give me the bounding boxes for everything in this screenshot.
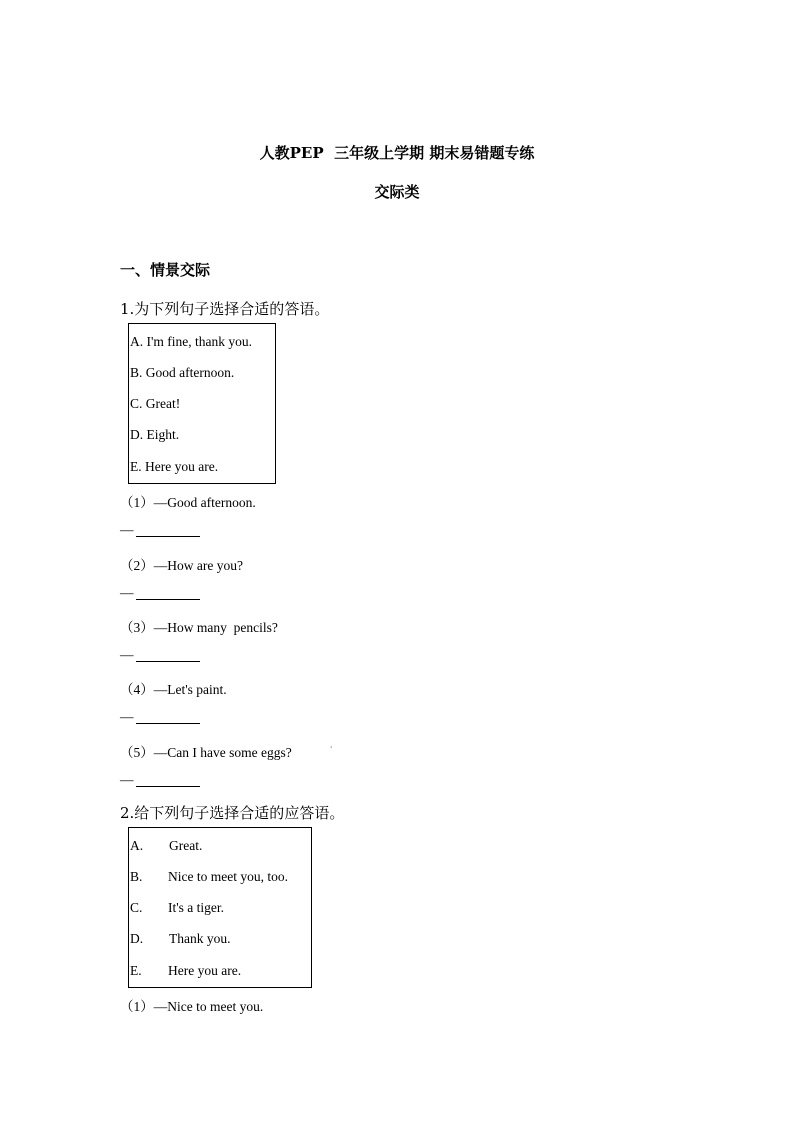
q1-option-c: C. Great!	[130, 396, 181, 411]
q2-option-e	[130, 963, 241, 979]
section-heading: 一、情景交际	[120, 261, 211, 279]
option-text: Here you are.	[168, 963, 242, 978]
q1-answer-1[interactable]	[120, 522, 134, 538]
option-letter: C.	[130, 900, 143, 915]
question-2-heading: 2.给下列句子选择合适的应答语。	[120, 804, 345, 822]
answer-dash: —	[120, 709, 134, 724]
q1-option-e: E. Here you are.	[130, 459, 219, 474]
answer-blank	[136, 786, 200, 787]
page-subtitle: 交际类	[374, 183, 420, 201]
q2-option-d	[130, 931, 231, 947]
question-1-options-box	[128, 323, 276, 484]
option-letter: E.	[130, 963, 142, 978]
option-letter: D.	[130, 931, 144, 946]
q1-option-d: D. Eight.	[130, 427, 180, 442]
option-letter: A.	[130, 838, 144, 853]
answer-blank	[136, 723, 200, 724]
answer-blank	[136, 599, 200, 600]
q1-item-2: （2）—How are you?	[120, 558, 243, 573]
q2-item-1: （1）—Nice to meet you.	[120, 999, 264, 1014]
q1-answer-4[interactable]	[120, 709, 134, 725]
q1-answer-3[interactable]	[120, 647, 134, 663]
option-text: Nice to meet you, too.	[168, 869, 288, 884]
q1-item-3: （3）—How many pencils?	[120, 620, 278, 635]
question-1-heading: 1.为下列句子选择合适的答语。	[120, 300, 330, 318]
q2-option-b	[130, 869, 288, 885]
q1-option-b: B. Good afternoon.	[130, 365, 235, 380]
option-text: Thank you.	[169, 931, 231, 946]
stray-mark: '	[330, 745, 333, 754]
q1-item-5: （5）—Can I have some eggs?	[120, 745, 292, 760]
q1-answer-5[interactable]	[120, 772, 134, 788]
q2-option-a	[130, 838, 202, 854]
answer-blank	[136, 661, 200, 662]
q1-option-a: A. I'm fine, thank you.	[130, 334, 253, 349]
q1-item-4: （4）—Let's paint.	[120, 682, 227, 697]
answer-blank	[136, 536, 200, 537]
q1-answer-2[interactable]	[120, 585, 134, 601]
q1-item-1: （1）—Good afternoon.	[120, 495, 256, 510]
answer-dash: —	[120, 772, 134, 787]
option-text: It's a tiger.	[168, 900, 225, 915]
q2-option-c	[130, 900, 224, 916]
question-2-options-box	[128, 827, 312, 988]
answer-dash: —	[120, 522, 134, 537]
answer-dash: —	[120, 647, 134, 662]
answer-dash: —	[120, 585, 134, 600]
option-text: Great.	[169, 838, 203, 853]
page-title: 人教PEP 三年级上学期 期末易错题专练	[259, 144, 535, 162]
option-letter: B.	[130, 869, 143, 884]
